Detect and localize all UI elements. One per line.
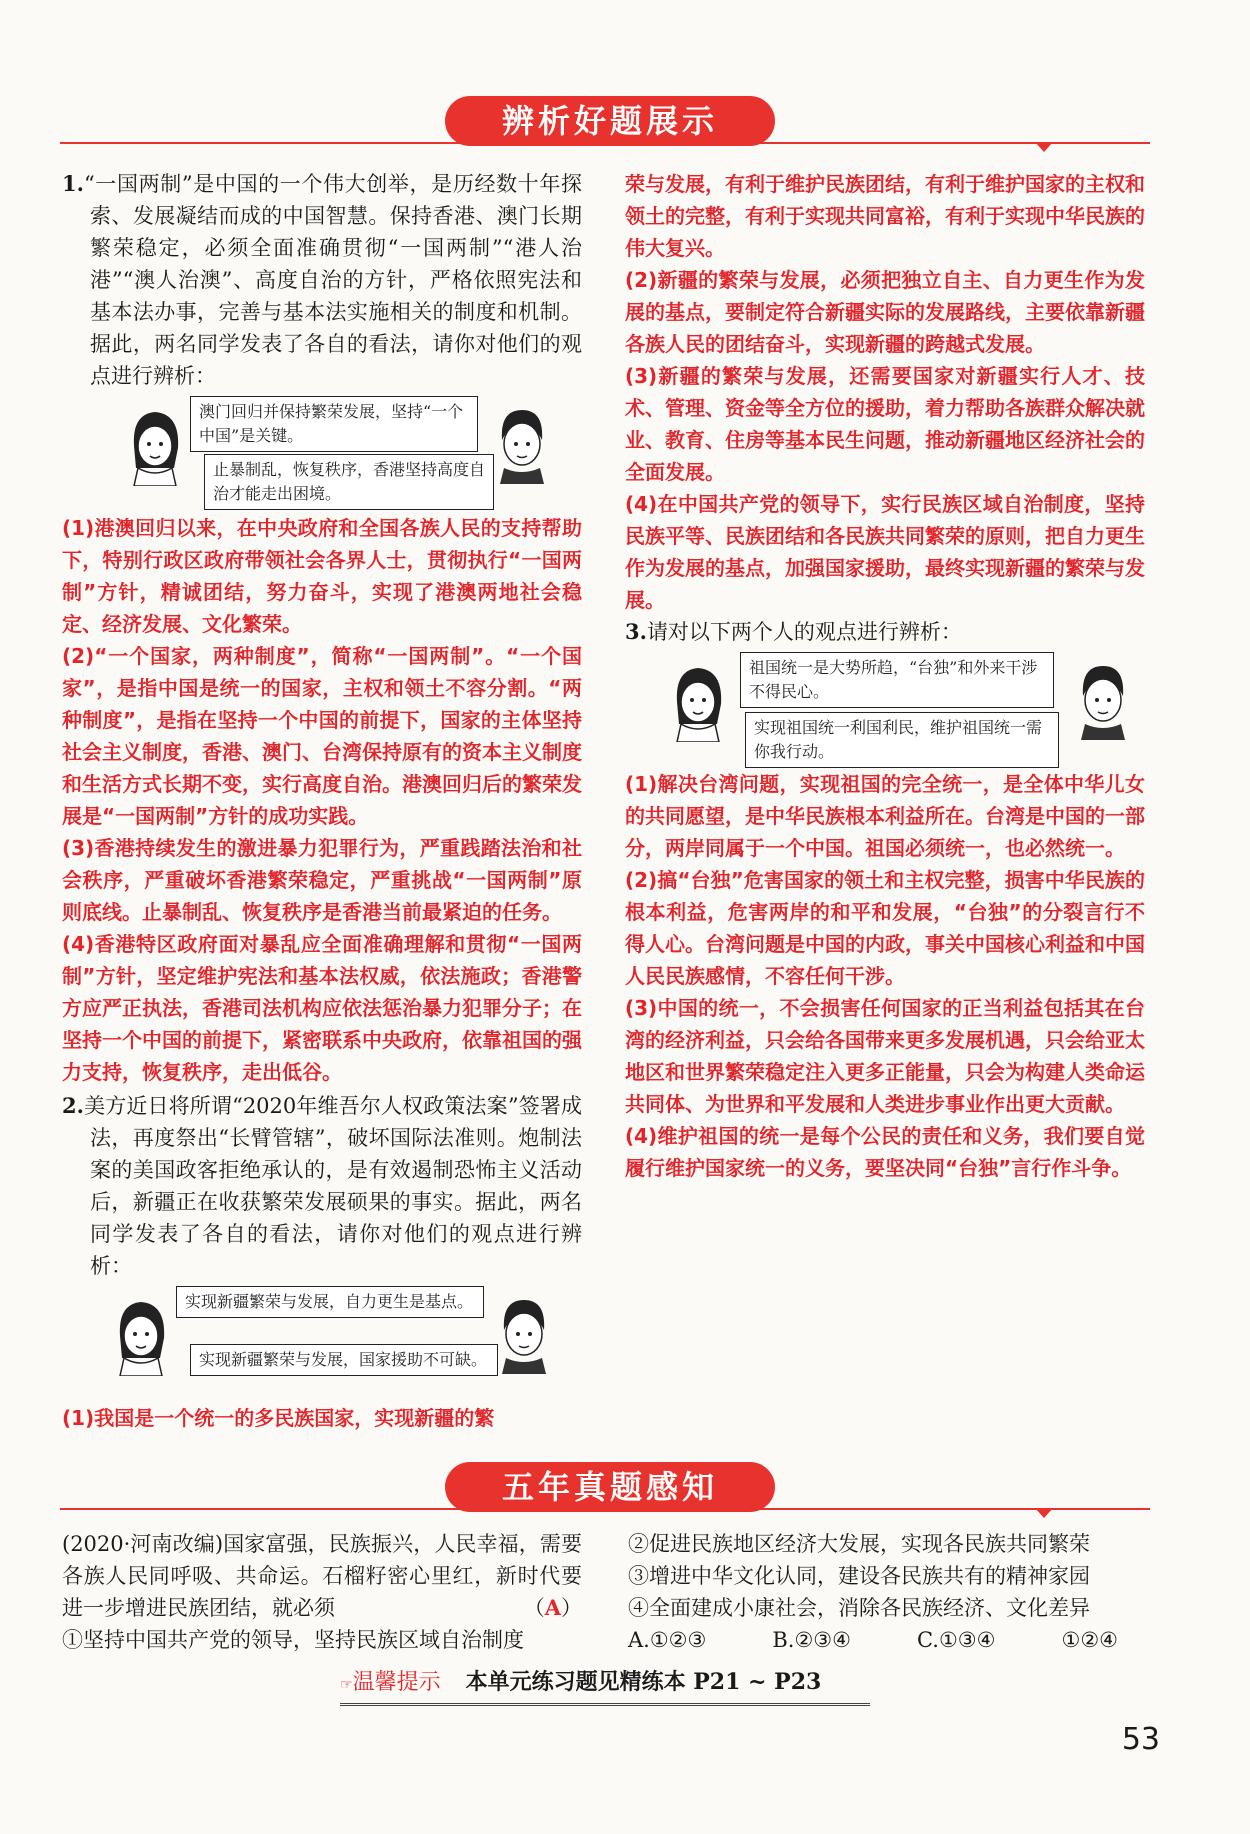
footer-tip [340,1665,870,1706]
answer-paragraph: (3)新疆的繁荣与发展，还需要国家对新疆实行人才、技术、管理、资金等全方位的援助，着力帮助各族群众解决就业、教育、住房等基本民生问题，推动新疆地区经济社会的全面发展。 [625,364,1145,484]
paren: （ [523,1596,545,1620]
answer-mark: A [544,1595,561,1620]
section-title: 五年真题感知 [445,1462,775,1512]
question-stem: 国家富强，民族振兴，人民幸福，需要各族人民同呼吸、共命运。石榴籽密心里红，新时代要进一步增进民族团结，就必须 [62,1532,582,1620]
boy-icon [492,1294,554,1374]
exam-question-left [62,1528,582,1656]
answer-paragraph: (1)港澳回归以来，在中央政府和全国各族人民的支持帮助下，特别行政区政府带领社会各界人士，贯彻执行“一国两制”方针，精诚团结，努力奋斗，实现了港澳两地社会稳定、经济发展、文化繁荣。 [62,516,582,636]
banner-notch [1035,1508,1053,1518]
answer-paragraph: (1)解决台湾问题，实现祖国的完全统一，是全体中华儿女的共同愿望，是中华民族根本利益所在。台湾是中国的一部分，两岸同属于一个中国。祖国必须统一，也必然统一。 [625,772,1145,860]
answer-paragraph: (1)我国是一个统一的多民族国家，实现新疆的繁 [62,1406,495,1430]
option-c: C.①③④ [916,1628,996,1652]
question-source: (2020·河南改编) [62,1532,224,1556]
speech-bubble-boy: 实现祖国统一利国利民，维护祖国统一需你我行动。 [745,712,1059,768]
question-number: 3. [625,619,647,644]
statement-item: ①坚持中国共产党的领导，坚持民族区域自治制度 [62,1628,524,1652]
boy-icon [1071,660,1133,740]
section-title: 辨析好题展示 [445,96,775,146]
answer-paragraph: (4)香港特区政府面对暴乱应全面准确理解和贯彻“一国两制”方针，坚定维护宪法和基本法权威，依法施政；香港警方应严正执法，香港司法机构应依法惩治暴力犯罪分子；在坚持一个中国的前提下，紧密联系中央政府，依靠祖国的强力支持，恢复秩序，走出低谷。 [62,932,582,1084]
cartoon-3 [625,652,1145,764]
girl-icon [110,1296,172,1376]
speech-bubble-girl: 祖国统一是大势所趋，“台独”和外来干涉不得民心。 [740,652,1054,708]
answer-paragraph: (3)中国的统一，不会损害任何国家的正当利益包括其在台湾的经济利益，只会给各国带来更多发展机遇，只会给亚太地区和世界繁荣稳定注入更多正能量，只会为构建人类命运共同体、为世界和平发展和人类进步事业作出更大贡献。 [625,996,1145,1116]
question-1 [62,168,582,392]
paren: ） [561,1596,582,1620]
page-number: 53 [1121,1722,1160,1757]
cartoon-2 [62,1286,582,1398]
girl-icon [667,662,729,742]
pointer-icon: ☞ [340,1677,353,1693]
answer-slot [524,1592,582,1624]
answer-options [628,1624,1118,1656]
speech-bubble-girl: 澳门回归并保持繁荣发展，坚持“一个中国”是关键。 [190,396,478,452]
question-stem: “一国两制”是中国的一个伟大创举，是历经数十年探索、发展凝结而成的中国智慧。保持香港、澳门长期繁荣稳定，必须全面准确贯彻“一国两制”“港人治港”“澳人治澳”、高度自治的方针，严格依照宪法和基本法办事，完善与基本法实施相关的制度和机制。据此，两名同学发表了各自的看法，请你对他们的观点进行辨析： [83,172,582,388]
section-banner-1 [60,92,1150,152]
answer-paragraph: (2)“一个国家，两种制度”，简称“一国两制”。“一个国家”，是指中国是统一的国家，主权和领土不容分割。“两种制度”，是指在坚持一个中国的前提下，国家的主体坚持社会主义制度，香港、澳门、台湾保持原有的资本主义制度和生活方式长期不变，实行高度自治。港澳回归后的繁荣发展是“一国两制”方针的成功实践。 [62,644,582,828]
answer-paragraph: (2)搞“台独”危害国家的领土和主权完整，损害中华民族的根本利益，危害两岸的和平和发展，“台独”的分裂言行不得人心。台湾问题是中国的内政，事关中国核心利益和中国人民民族感情，不容任何干涉。 [625,868,1145,988]
answer-paragraph: (2)新疆的繁荣与发展，必须把独立自主、自力更生作为发展的基点，要制定符合新疆实际的发展路线，主要依靠新疆各族人民的团结奋斗，实现新疆的跨越式发展。 [625,268,1145,356]
option-d: ①②④ [1061,1628,1118,1652]
tip-label: 温馨提示 [352,1670,441,1695]
option-b: B.②③④ [772,1628,851,1652]
girl-icon [124,406,186,486]
answer-paragraph: (3)香港持续发生的激进暴力犯罪行为，严重践踏法治和社会秩序，严重破坏香港繁荣稳定，严重挑战“一国两制”原则底线。止暴制乱、恢复秩序是香港当前最紧迫的任务。 [62,836,582,924]
statement-item: ②促进民族地区经济大发展，实现各民族共同繁荣 [628,1532,1090,1556]
question-stem: 美方近日将所谓“2020年维吾尔人权政策法案”签署成法，再度祭出“长臂管辖”，破坏国际法准则。炮制法案的美国政客拒绝承认的，是有效遏制恐怖主义活动后，新疆正在收获繁荣发展硕果的事实。据此，两名同学发表了各自的看法，请你对他们的观点进行辨析： [83,1094,582,1278]
cartoon-1 [62,396,582,508]
exam-question-right [628,1528,1148,1656]
tip-text: 本单元练习题见精练本 P21 ~ P23 [465,1669,822,1695]
question-3 [625,616,1145,648]
answer-paragraph: (4)在中国共产党的领导下，实行民族区域自治制度，坚持民族平等、民族团结和各民族共同繁荣的原则，把自力更生作为发展的基点，加强国家援助，最终实现新疆的繁荣与发展。 [625,492,1145,612]
question-number: 1. [62,171,84,196]
option-a: A.①②③ [628,1628,707,1652]
section-banner-2 [60,1458,1150,1518]
question-2 [62,1090,582,1282]
speech-bubble-boy: 止暴制乱，恢复秩序，香港坚持高度自治才能走出困境。 [204,454,494,510]
answer-paragraph: 荣与发展，有利于维护民族团结，有利于维护国家的主权和领土的完整，有利于实现共同富裕，有利于实现中华民族的伟大复兴。 [625,172,1145,260]
speech-bubble-boy: 实现新疆繁荣与发展，国家援助不可缺。 [190,1344,498,1376]
question-number: 2. [62,1093,84,1118]
exam-question [62,1528,582,1624]
statement-item: ③增进中华文化认同，建设各民族共有的精神家园 [628,1564,1090,1588]
question-stem: 请对以下两个人的观点进行辨析： [646,620,962,644]
statement-item: ④全面建成小康社会，消除各民族经济、文化差异 [628,1596,1090,1620]
left-column [62,168,582,1434]
right-column [625,168,1145,1184]
answer-paragraph: (4)维护祖国的统一是每个公民的责任和义务，我们要自觉履行维护国家统一的义务，要坚决同“台独”言行作斗争。 [625,1124,1145,1180]
boy-icon [490,404,552,484]
banner-notch [1035,142,1053,152]
speech-bubble-girl: 实现新疆繁荣与发展，自力更生是基点。 [176,1286,484,1318]
